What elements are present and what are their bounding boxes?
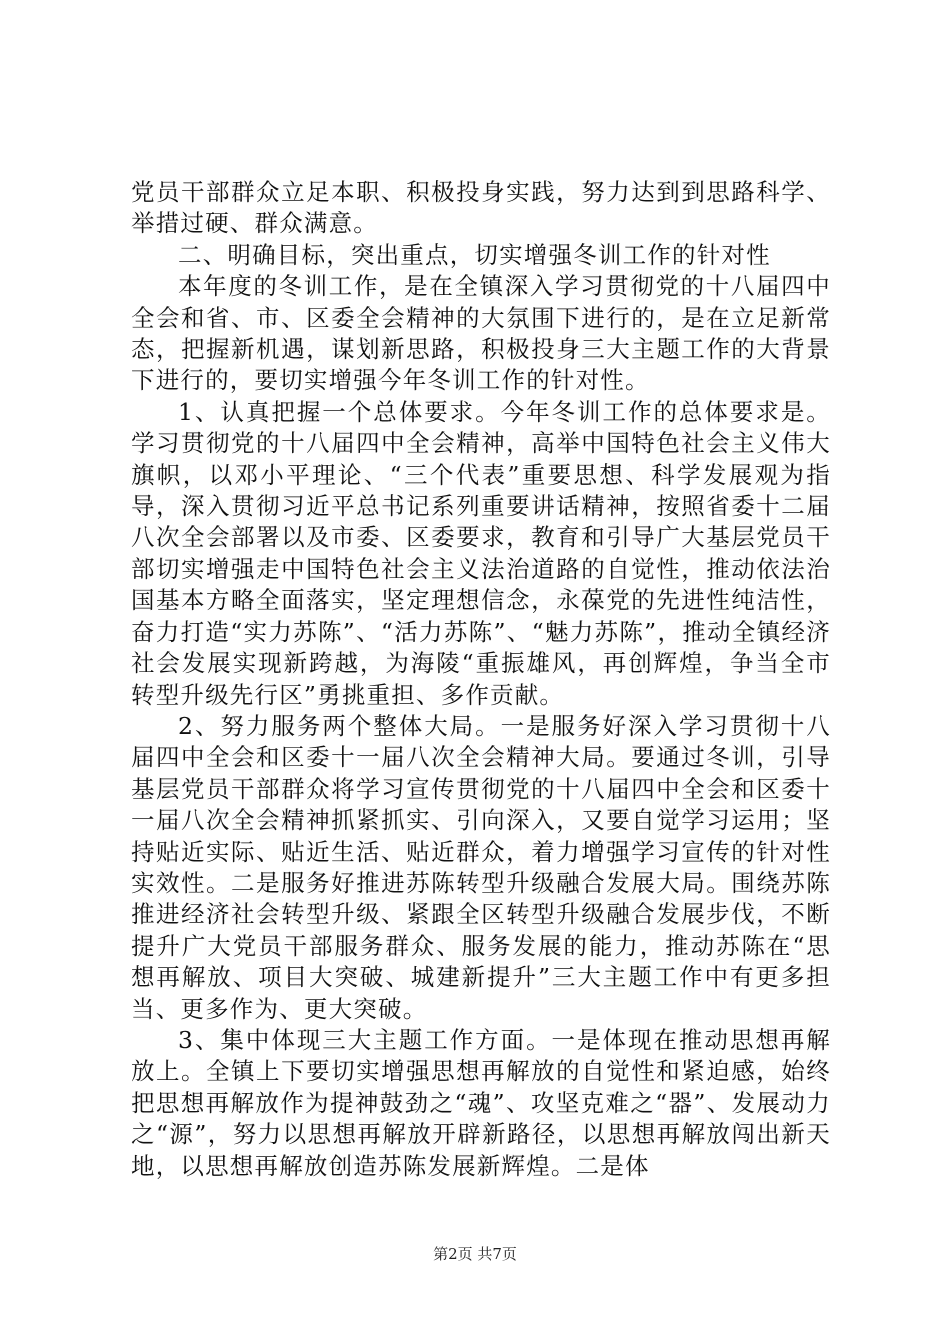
paragraph-item-2: 2、努力服务两个整体大局。一是服务好深入学习贯彻十八届四中全会和区委十一届八次全会精神大局。要通过冬训，引导基层党员干部群众将学习宣传贯彻党的十八届四中全会和区委十一届八次全会精神抓紧抓实、引向深入，又要自觉学习运用；坚持贴近实际、贴近生活、贴近群众，着力增强学习宣传的针对性实效性。二是服务好推进苏陈转型升级融合发展大局。围绕苏陈推进经济社会转型升级、紧跟全区转型升级融合发展步伐，不断提升广大党员干部服务群众、服务发展的能力，推动苏陈在“思想再解放、项目大突破、城建新提升”三大主题工作中有更多担当、更多作为、更大突破。 xyxy=(131,711,831,1023)
paragraph-continuation: 党员干部群众立足本职、积极投身实践，努力达到到思路科学、举措过硬、群众满意。 xyxy=(131,178,831,238)
document-body xyxy=(131,177,831,1182)
page-number-footer: 第2页 共7页 xyxy=(433,1245,517,1263)
paragraph-intro: 本年度的冬训工作，是在全镇深入学习贯彻党的十八届四中全会和省、市、区委全会精神的大氛围下进行的，是在立足新常态，把握新机遇，谋划新思路，积极投身三大主题工作的大背景下进行的，要切实增强今年冬训工作的针对性。 xyxy=(131,272,831,395)
paragraph-item-3: 3、集中体现三大主题工作方面。一是体现在推动思想再解放上。全镇上下要切实增强思想再解放的自觉性和紧迫感，始终把思想再解放作为提神鼓劲之“魂”、攻坚克难之“器”、发展动力之“源”，努力以思想再解放开辟新路径，以思想再解放闯出新天地，以思想再解放创造苏陈发展新辉煌。二是体 xyxy=(131,1025,831,1180)
section-heading: 二、明确目标，突出重点，切实增强冬训工作的针对性 xyxy=(178,240,771,269)
paragraph-item-1: 1、认真把握一个总体要求。今年冬训工作的总体要求是。学习贯彻党的十八届四中全会精神，高举中国特色社会主义伟大旗帜，以邓小平理论、“三个代表”重要思想、科学发展观为指导，深入贯彻习近平总书记系列重要讲话精神，按照省委十二届八次全会部署以及市委、区委要求，教育和引导广大基层党员干部切实增强走中国特色社会主义法治道路的自觉性，推动依法治国基本方略全面落实，坚定理想信念，永葆党的先进性纯洁性，奋力打造“实力苏陈”、“活力苏陈”、“魅力苏陈”，推动全镇经济社会发展实现新跨越，为海陵“重振雄风，再创辉煌，争当全市转型升级先行区”勇挑重担、多作贡献。 xyxy=(131,397,831,709)
